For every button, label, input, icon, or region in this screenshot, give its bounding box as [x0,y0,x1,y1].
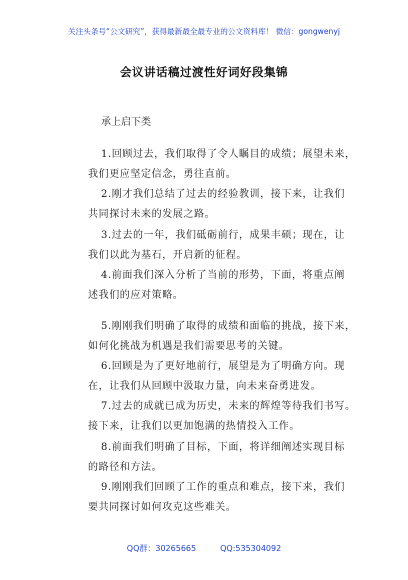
paragraph-line: 要共同探讨如何攻克这些难关。 [88,502,237,513]
footer-contact [0,543,408,554]
footer-qq-group: QQ群：30265665 [126,544,197,553]
section-label: 承上启下类 [101,117,151,128]
paragraph-line: 我们以此为基石，开启新的征程。 [88,250,247,261]
paragraph-line: 4.前面我们深入分析了当前的形势，下面，将重点阐 [101,270,345,281]
paragraph-line: 接下来，让我们以更加饱满的热情投入工作。 [88,421,300,432]
paragraph-line: 述我们的应对策略。 [88,290,184,301]
paragraph-line: 我们更应坚定信念，勇往直前。 [88,169,237,180]
paragraph-line: 8.前面我们明确了目标，下面，将详细阐述实现目标 [101,442,345,453]
paragraph-line: 9.刚刚我们回顾了工作的重点和难点，接下来，我们 [101,482,345,493]
paragraph-line: 的路径和方法。 [88,462,163,473]
paragraph-line: 在，让我们从回顾中汲取力量，向未来奋勇进发。 [88,381,322,392]
paragraph-line: 3.过去的一年，我们砥砺前行，成果丰硕；现在，让 [101,230,345,241]
footer-qq: QQ:535304092 [220,544,282,553]
document-title: 会议讲话稿过渡性好词好段集锦 [120,65,288,79]
paragraph-line: 5.刚刚我们明确了取得的成绩和面临的挑战，接下来， [101,321,356,332]
paragraph-line: 如何化挑战为机遇是我们需要思考的关键。 [88,341,290,352]
paragraph-line: 1.回顾过去，我们取得了令人瞩目的成绩；展望未来， [101,149,356,160]
paragraph-line: 共同探讨未来的发展之路。 [88,209,216,220]
header-promo-note: 关注头条号“公文研究”，获得最新最全最专业的公文资料库！ 微信：gongwenyj [68,27,340,36]
paragraph-line: 7.过去的成就已成为历史，未来的辉煌等待我们书写。 [101,401,356,412]
paragraph-line: 2.刚才我们总结了过去的经验教训，接下来，让我们 [101,189,345,200]
paragraph-line: 6.回顾是为了更好地前行，展望是为了明确方向。现 [101,361,345,372]
